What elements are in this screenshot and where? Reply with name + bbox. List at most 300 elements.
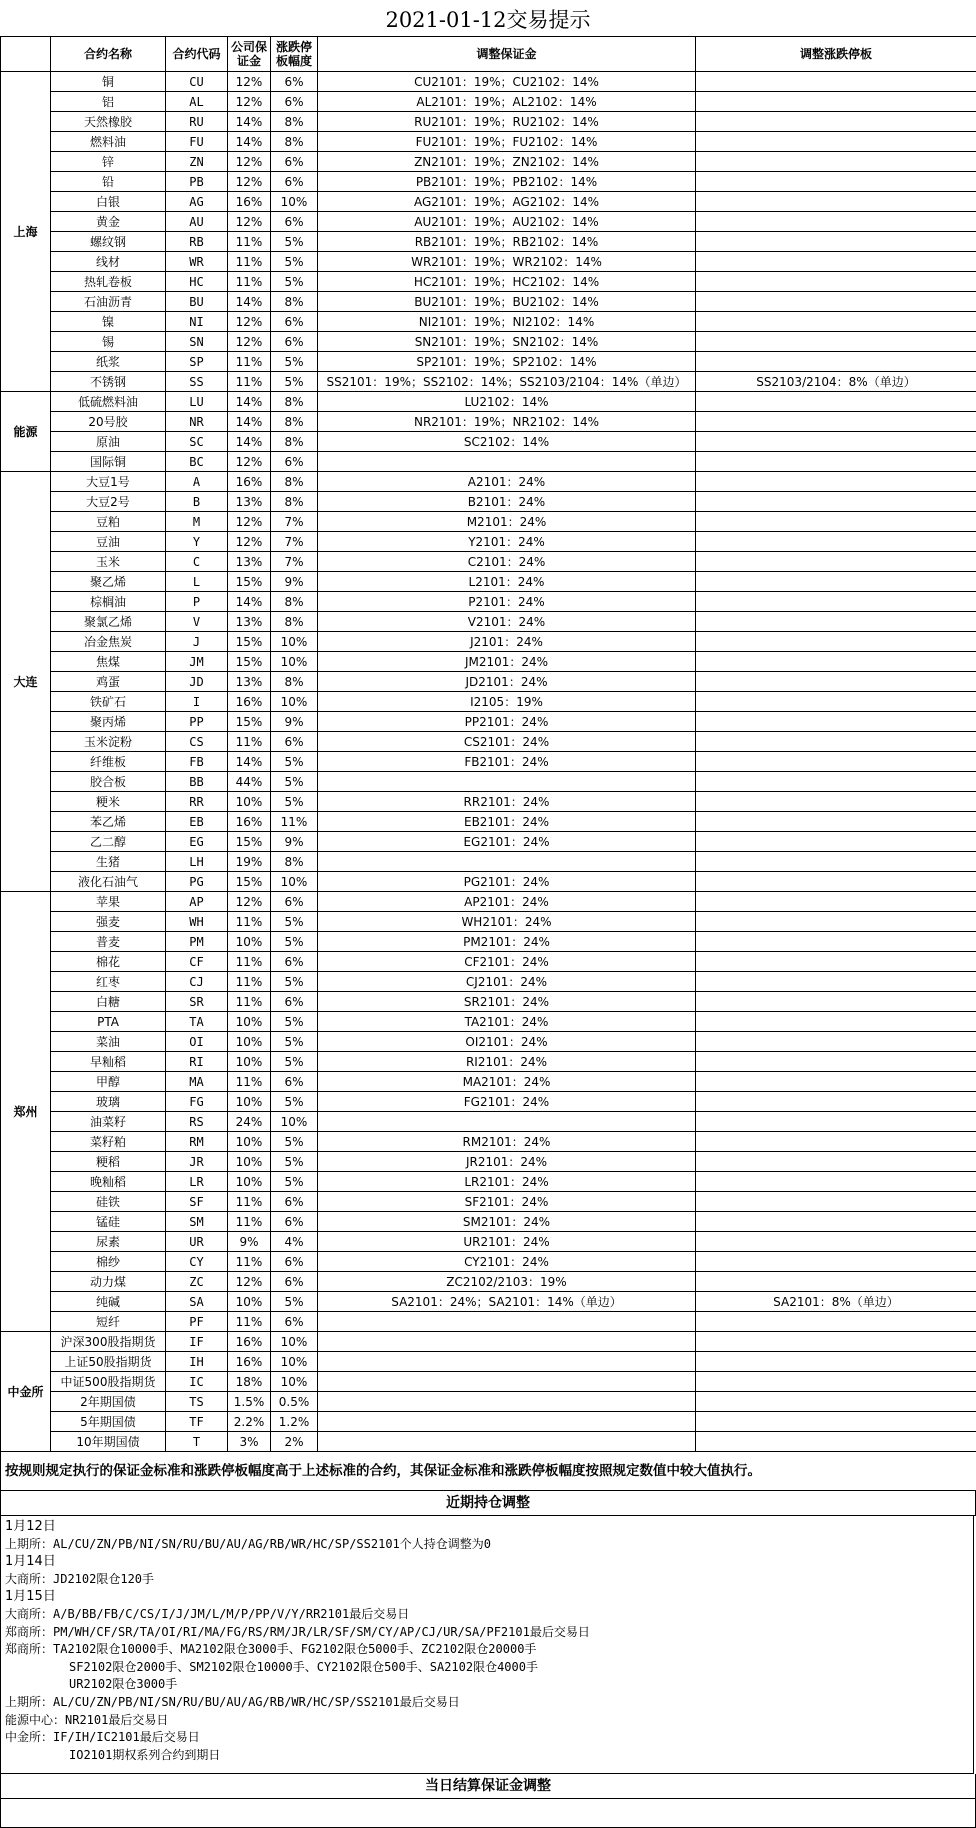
adjusted-limit-cell <box>696 1252 976 1272</box>
adjusted-limit-cell <box>696 352 976 372</box>
contract-name-cell: 鸡蛋 <box>51 672 166 692</box>
contract-code-cell: NI <box>166 312 228 332</box>
contract-name-cell: 焦煤 <box>51 652 166 672</box>
contract-code-cell: RM <box>166 1132 228 1152</box>
contract-name-cell: 尿素 <box>51 1232 166 1252</box>
limit-range-cell: 5% <box>271 1052 318 1072</box>
adjusted-limit-cell <box>696 292 976 312</box>
adjusted-limit-cell <box>696 652 976 672</box>
limit-range-cell: 6% <box>271 892 318 912</box>
adjusted-margin-cell: HC2101：19%；HC2102：14% <box>318 272 696 292</box>
table-row <box>1 992 976 1012</box>
contract-code-cell: L <box>166 572 228 592</box>
contract-name-cell: 聚氯乙烯 <box>51 612 166 632</box>
adjusted-margin-cell: SP2101：19%；SP2102：14% <box>318 352 696 372</box>
limit-range-cell: 10% <box>271 872 318 892</box>
position-line: 能源中心：NR2101最后交易日 <box>5 1712 969 1730</box>
adjusted-margin-cell <box>318 1312 696 1332</box>
company-margin-cell: 14% <box>228 432 271 452</box>
contract-name-cell: 低硫燃料油 <box>51 392 166 412</box>
adjusted-limit-cell <box>696 392 976 412</box>
limit-range-cell: 8% <box>271 432 318 452</box>
adjusted-limit-cell <box>696 592 976 612</box>
table-row <box>1 1092 976 1112</box>
limit-range-cell: 5% <box>271 1032 318 1052</box>
table-row <box>1 1192 976 1212</box>
table-row <box>1 732 976 752</box>
company-margin-cell: 11% <box>228 1212 271 1232</box>
contract-name-cell: 20号胶 <box>51 412 166 432</box>
contract-code-cell: AP <box>166 892 228 912</box>
contract-name-cell: 粳米 <box>51 792 166 812</box>
adjusted-limit-cell: SA2101：8%（单边） <box>696 1292 976 1312</box>
adjusted-margin-cell: JR2101：24% <box>318 1152 696 1172</box>
contract-name-cell: 锡 <box>51 332 166 352</box>
table-row <box>1 1312 976 1332</box>
company-margin-cell: 11% <box>228 352 271 372</box>
contract-code-cell: JR <box>166 1152 228 1172</box>
limit-range-cell: 6% <box>271 72 318 92</box>
adjusted-limit-cell <box>696 312 976 332</box>
company-margin-cell: 10% <box>228 1052 271 1072</box>
contract-name-cell: 液化石油气 <box>51 872 166 892</box>
adjusted-limit-cell <box>696 892 976 912</box>
position-line: 上期所：AL/CU/ZN/PB/NI/SN/RU/BU/AU/AG/RB/WR/HC/SP/SS2101最后交易日 <box>5 1694 969 1712</box>
contract-name-cell: 冶金焦炭 <box>51 632 166 652</box>
exchange-cell: 大连 <box>1 472 51 892</box>
adjusted-limit-cell <box>696 452 976 472</box>
adjusted-limit-cell <box>696 792 976 812</box>
limit-range-cell: 6% <box>271 1312 318 1332</box>
table-header-row <box>1 37 976 72</box>
company-margin-cell: 24% <box>228 1112 271 1132</box>
adjusted-margin-cell: AP2101：24% <box>318 892 696 912</box>
table-row <box>1 532 976 552</box>
contract-name-cell: 锌 <box>51 152 166 172</box>
contract-code-cell: IF <box>166 1332 228 1352</box>
table-row <box>1 112 976 132</box>
table-row <box>1 1392 976 1412</box>
position-date: 1月15日 <box>5 1588 969 1606</box>
adjusted-limit-cell <box>696 1072 976 1092</box>
table-row <box>1 952 976 972</box>
adjusted-limit-cell: SS2103/2104：8%（单边） <box>696 372 976 392</box>
table-row <box>1 852 976 872</box>
adjusted-margin-cell: RR2101：24% <box>318 792 696 812</box>
contract-code-cell: ZC <box>166 1272 228 1292</box>
company-margin-cell: 15% <box>228 832 271 852</box>
contract-code-cell: BU <box>166 292 228 312</box>
limit-range-cell: 7% <box>271 512 318 532</box>
contract-code-cell: PP <box>166 712 228 732</box>
contract-name-cell: 线材 <box>51 252 166 272</box>
table-row <box>1 1052 976 1072</box>
limit-range-cell: 8% <box>271 392 318 412</box>
table-row <box>1 772 976 792</box>
contract-name-cell: 豆粕 <box>51 512 166 532</box>
contract-code-cell: FB <box>166 752 228 772</box>
contract-code-cell: TF <box>166 1412 228 1432</box>
contract-name-cell: 聚乙烯 <box>51 572 166 592</box>
adjusted-margin-cell: A2101：24% <box>318 472 696 492</box>
company-margin-cell: 10% <box>228 932 271 952</box>
contract-code-cell: ZN <box>166 152 228 172</box>
company-margin-cell: 11% <box>228 912 271 932</box>
adjusted-limit-cell <box>696 932 976 952</box>
contract-code-cell: PB <box>166 172 228 192</box>
contract-name-cell: 玉米 <box>51 552 166 572</box>
limit-range-cell: 5% <box>271 232 318 252</box>
limit-range-cell: 8% <box>271 672 318 692</box>
table-row <box>1 892 976 912</box>
adjusted-margin-cell: RU2101：19%；RU2102：14% <box>318 112 696 132</box>
adjusted-margin-cell: ZC2102/2103：19% <box>318 1272 696 1292</box>
contract-name-cell: 铁矿石 <box>51 692 166 712</box>
limit-range-cell: 6% <box>271 152 318 172</box>
company-margin-cell: 19% <box>228 852 271 872</box>
contract-code-cell: AL <box>166 92 228 112</box>
table-row <box>1 1332 976 1352</box>
table-row <box>1 372 976 392</box>
table-row <box>1 432 976 452</box>
limit-range-cell: 5% <box>271 1292 318 1312</box>
table-row <box>1 752 976 772</box>
limit-range-cell: 8% <box>271 412 318 432</box>
company-margin-cell: 10% <box>228 1132 271 1152</box>
adjusted-margin-cell: FU2101：19%；FU2102：14% <box>318 132 696 152</box>
adjusted-limit-cell <box>696 972 976 992</box>
table-row <box>1 412 976 432</box>
header-adjusted-margin: 调整保证金 <box>318 37 696 72</box>
adjusted-limit-cell <box>696 1192 976 1212</box>
table-row <box>1 1032 976 1052</box>
contract-code-cell: AG <box>166 192 228 212</box>
limit-range-cell: 2% <box>271 1432 318 1452</box>
adjusted-limit-cell <box>696 852 976 872</box>
contract-code-cell: BC <box>166 452 228 472</box>
adjusted-margin-cell: CF2101：24% <box>318 952 696 972</box>
adjusted-margin-cell: SA2101：24%；SA2101：14%（单边） <box>318 1292 696 1312</box>
contract-name-cell: 锰硅 <box>51 1212 166 1232</box>
limit-range-cell: 6% <box>271 312 318 332</box>
adjusted-margin-cell: SF2101：24% <box>318 1192 696 1212</box>
limit-range-cell: 5% <box>271 1172 318 1192</box>
settlement-section-body <box>0 1799 976 1828</box>
position-line: 上期所：AL/CU/ZN/PB/NI/SN/RU/BU/AU/AG/RB/WR/HC/SP/SS2101个人持仓调整为0 <box>5 1536 969 1554</box>
limit-range-cell: 8% <box>271 612 318 632</box>
adjusted-margin-cell: B2101：24% <box>318 492 696 512</box>
header-company-margin: 公司保证金 <box>228 37 271 72</box>
limit-range-cell: 5% <box>271 752 318 772</box>
contract-code-cell: SF <box>166 1192 228 1212</box>
contract-name-cell: 短纤 <box>51 1312 166 1332</box>
contract-code-cell: T <box>166 1432 228 1452</box>
header-adjusted-limit: 调整涨跌停板 <box>696 37 976 72</box>
adjusted-limit-cell <box>696 1032 976 1052</box>
table-row <box>1 1372 976 1392</box>
table-row <box>1 132 976 152</box>
contract-name-cell: 聚丙烯 <box>51 712 166 732</box>
position-line: SF2102限仓2000手、SM2102限仓10000手、CY2102限仓500手、SA2102限仓4000手 <box>5 1659 969 1677</box>
adjusted-margin-cell <box>318 852 696 872</box>
adjusted-limit-cell <box>696 1232 976 1252</box>
position-line: IO2101期权系列合约到期日 <box>5 1747 969 1765</box>
table-row <box>1 352 976 372</box>
company-margin-cell: 16% <box>228 192 271 212</box>
contract-name-cell: 天然橡胶 <box>51 112 166 132</box>
header-exchange <box>1 37 51 72</box>
contract-code-cell: LU <box>166 392 228 412</box>
contract-code-cell: BB <box>166 772 228 792</box>
limit-range-cell: 1.2% <box>271 1412 318 1432</box>
contract-name-cell: 燃料油 <box>51 132 166 152</box>
contract-code-cell: LH <box>166 852 228 872</box>
limit-range-cell: 4% <box>271 1232 318 1252</box>
adjusted-margin-cell: M2101：24% <box>318 512 696 532</box>
limit-range-cell: 6% <box>271 1272 318 1292</box>
limit-range-cell: 10% <box>271 1372 318 1392</box>
company-margin-cell: 12% <box>228 332 271 352</box>
contract-code-cell: SC <box>166 432 228 452</box>
table-row <box>1 652 976 672</box>
adjusted-margin-cell: RI2101：24% <box>318 1052 696 1072</box>
adjusted-limit-cell <box>696 912 976 932</box>
table-row <box>1 92 976 112</box>
company-margin-cell: 11% <box>228 732 271 752</box>
limit-range-cell: 6% <box>271 1072 318 1092</box>
adjusted-limit-cell <box>696 832 976 852</box>
limit-range-cell: 5% <box>271 372 318 392</box>
adjusted-margin-cell: LR2101：24% <box>318 1172 696 1192</box>
contract-name-cell: 棉花 <box>51 952 166 972</box>
adjusted-limit-cell <box>696 1152 976 1172</box>
contract-code-cell: AU <box>166 212 228 232</box>
contract-code-cell: SN <box>166 332 228 352</box>
adjusted-margin-cell <box>318 1332 696 1352</box>
contract-code-cell: CS <box>166 732 228 752</box>
adjusted-margin-cell: SR2101：24% <box>318 992 696 1012</box>
position-date: 1月12日 <box>5 1518 969 1536</box>
contract-code-cell: RU <box>166 112 228 132</box>
contract-name-cell: 大豆1号 <box>51 472 166 492</box>
contract-code-cell: IC <box>166 1372 228 1392</box>
header-limit-range: 涨跌停板幅度 <box>271 37 318 72</box>
contract-code-cell: CJ <box>166 972 228 992</box>
adjusted-margin-cell: SC2102：14% <box>318 432 696 452</box>
limit-range-cell: 6% <box>271 1252 318 1272</box>
company-margin-cell: 14% <box>228 412 271 432</box>
table-row <box>1 552 976 572</box>
contract-name-cell: 铝 <box>51 92 166 112</box>
table-row <box>1 1272 976 1292</box>
position-line: UR2102限仓3000手 <box>5 1676 969 1694</box>
company-margin-cell: 15% <box>228 572 271 592</box>
contract-name-cell: 玻璃 <box>51 1092 166 1112</box>
company-margin-cell: 15% <box>228 712 271 732</box>
adjusted-limit-cell <box>696 192 976 212</box>
limit-range-cell: 10% <box>271 192 318 212</box>
company-margin-cell: 16% <box>228 812 271 832</box>
company-margin-cell: 12% <box>228 92 271 112</box>
limit-range-cell: 5% <box>271 1152 318 1172</box>
adjusted-margin-cell: CJ2101：24% <box>318 972 696 992</box>
adjusted-margin-cell: OI2101：24% <box>318 1032 696 1052</box>
contract-name-cell: 棉纱 <box>51 1252 166 1272</box>
adjusted-limit-cell <box>696 1212 976 1232</box>
adjusted-limit-cell <box>696 692 976 712</box>
adjusted-margin-cell: WH2101：24% <box>318 912 696 932</box>
company-margin-cell: 12% <box>228 892 271 912</box>
contract-code-cell: J <box>166 632 228 652</box>
limit-range-cell: 5% <box>271 792 318 812</box>
limit-range-cell: 10% <box>271 1112 318 1132</box>
table-row <box>1 612 976 632</box>
limit-range-cell: 5% <box>271 1092 318 1112</box>
adjusted-margin-cell: ZN2101：19%；ZN2102：14% <box>318 152 696 172</box>
table-row <box>1 152 976 172</box>
table-row <box>1 1072 976 1092</box>
company-margin-cell: 12% <box>228 452 271 472</box>
contract-code-cell: SR <box>166 992 228 1012</box>
contract-name-cell: 国际铜 <box>51 452 166 472</box>
limit-range-cell: 10% <box>271 652 318 672</box>
contract-code-cell: SM <box>166 1212 228 1232</box>
contract-code-cell: RI <box>166 1052 228 1072</box>
exchange-cell: 上海 <box>1 72 51 392</box>
company-margin-cell: 12% <box>228 312 271 332</box>
contract-code-cell: V <box>166 612 228 632</box>
position-date: 1月14日 <box>5 1553 969 1571</box>
header-contract-name: 合约名称 <box>51 37 166 72</box>
adjusted-limit-cell <box>696 952 976 972</box>
company-margin-cell: 15% <box>228 652 271 672</box>
company-margin-cell: 11% <box>228 252 271 272</box>
contract-name-cell: 白银 <box>51 192 166 212</box>
company-margin-cell: 15% <box>228 632 271 652</box>
adjusted-limit-cell <box>696 412 976 432</box>
table-row <box>1 792 976 812</box>
limit-range-cell: 6% <box>271 332 318 352</box>
table-row <box>1 1232 976 1252</box>
table-row <box>1 632 976 652</box>
table-row <box>1 572 976 592</box>
company-margin-cell: 11% <box>228 992 271 1012</box>
adjusted-margin-cell: L2101：24% <box>318 572 696 592</box>
adjusted-margin-cell: NR2101：19%；NR2102：14% <box>318 412 696 432</box>
settlement-section-title: 当日结算保证金调整 <box>0 1774 976 1799</box>
adjusted-limit-cell <box>696 1372 976 1392</box>
table-row <box>1 1292 976 1312</box>
table-row <box>1 1352 976 1372</box>
table-row <box>1 1112 976 1132</box>
table-row <box>1 1172 976 1192</box>
contract-name-cell: 镍 <box>51 312 166 332</box>
contract-name-cell: 油菜籽 <box>51 1112 166 1132</box>
adjusted-limit-cell <box>696 1132 976 1152</box>
company-margin-cell: 10% <box>228 1032 271 1052</box>
contract-name-cell: PTA <box>51 1012 166 1032</box>
limit-range-cell: 6% <box>271 732 318 752</box>
contract-code-cell: PM <box>166 932 228 952</box>
contract-code-cell: SA <box>166 1292 228 1312</box>
limit-range-cell: 8% <box>271 492 318 512</box>
company-margin-cell: 10% <box>228 792 271 812</box>
limit-range-cell: 5% <box>271 252 318 272</box>
adjusted-margin-cell: SM2101：24% <box>318 1212 696 1232</box>
adjusted-margin-cell: I2105：19% <box>318 692 696 712</box>
adjusted-limit-cell <box>696 152 976 172</box>
exchange-cell: 能源 <box>1 392 51 472</box>
limit-range-cell: 5% <box>271 1012 318 1032</box>
contract-code-cell: IH <box>166 1352 228 1372</box>
adjusted-margin-cell: BU2101：19%；BU2102：14% <box>318 292 696 312</box>
adjusted-margin-cell: CU2101：19%；CU2102：14% <box>318 72 696 92</box>
limit-range-cell: 9% <box>271 832 318 852</box>
limit-range-cell: 6% <box>271 212 318 232</box>
limit-range-cell: 5% <box>271 972 318 992</box>
contract-code-cell: CU <box>166 72 228 92</box>
contract-code-cell: TA <box>166 1012 228 1032</box>
adjusted-margin-cell: JD2101：24% <box>318 672 696 692</box>
adjusted-margin-cell <box>318 772 696 792</box>
company-margin-cell: 12% <box>228 532 271 552</box>
table-row <box>1 332 976 352</box>
adjusted-margin-cell: TA2101：24% <box>318 1012 696 1032</box>
contract-code-cell: SP <box>166 352 228 372</box>
adjusted-margin-cell <box>318 1352 696 1372</box>
limit-range-cell: 10% <box>271 632 318 652</box>
adjusted-margin-cell: CS2101：24% <box>318 732 696 752</box>
contract-name-cell: 红枣 <box>51 972 166 992</box>
adjusted-limit-cell <box>696 132 976 152</box>
contract-code-cell: WR <box>166 252 228 272</box>
table-row <box>1 272 976 292</box>
position-line: 中金所：IF/IH/IC2101最后交易日 <box>5 1729 969 1747</box>
company-margin-cell: 11% <box>228 1312 271 1332</box>
adjusted-limit-cell <box>696 1412 976 1432</box>
adjusted-margin-cell <box>318 1432 696 1452</box>
contract-code-cell: PG <box>166 872 228 892</box>
adjusted-margin-cell: SN2101：19%；SN2102：14% <box>318 332 696 352</box>
adjusted-limit-cell <box>696 1332 976 1352</box>
position-line: 郑商所：PM/WH/CF/SR/TA/OI/RI/MA/FG/RS/RM/JR/LR/SF/SM/CY/AP/CJ/UR/SA/PF2101最后交易日 <box>5 1624 969 1642</box>
contract-name-cell: 白糖 <box>51 992 166 1012</box>
table-row <box>1 472 976 492</box>
contract-code-cell: NR <box>166 412 228 432</box>
contract-name-cell: 早籼稻 <box>51 1052 166 1072</box>
table-row <box>1 712 976 732</box>
contract-name-cell: 2年期国债 <box>51 1392 166 1412</box>
contract-name-cell: 苯乙烯 <box>51 812 166 832</box>
adjusted-limit-cell <box>696 1172 976 1192</box>
contract-name-cell: 菜油 <box>51 1032 166 1052</box>
contract-code-cell: PF <box>166 1312 228 1332</box>
limit-range-cell: 8% <box>271 292 318 312</box>
adjusted-margin-cell: SS2101：19%；SS2102：14%；SS2103/2104：14%（单边） <box>318 372 696 392</box>
company-margin-cell: 12% <box>228 1272 271 1292</box>
contract-code-cell: A <box>166 472 228 492</box>
adjusted-limit-cell <box>696 432 976 452</box>
adjusted-margin-cell: PG2101：24% <box>318 872 696 892</box>
table-row <box>1 1012 976 1032</box>
contract-name-cell: 生猪 <box>51 852 166 872</box>
contract-code-cell: I <box>166 692 228 712</box>
adjusted-margin-cell: AL2101：19%；AL2102：14% <box>318 92 696 112</box>
table-row <box>1 1432 976 1452</box>
positions-list <box>0 1516 974 1774</box>
contract-code-cell: HC <box>166 272 228 292</box>
company-margin-cell: 11% <box>228 952 271 972</box>
